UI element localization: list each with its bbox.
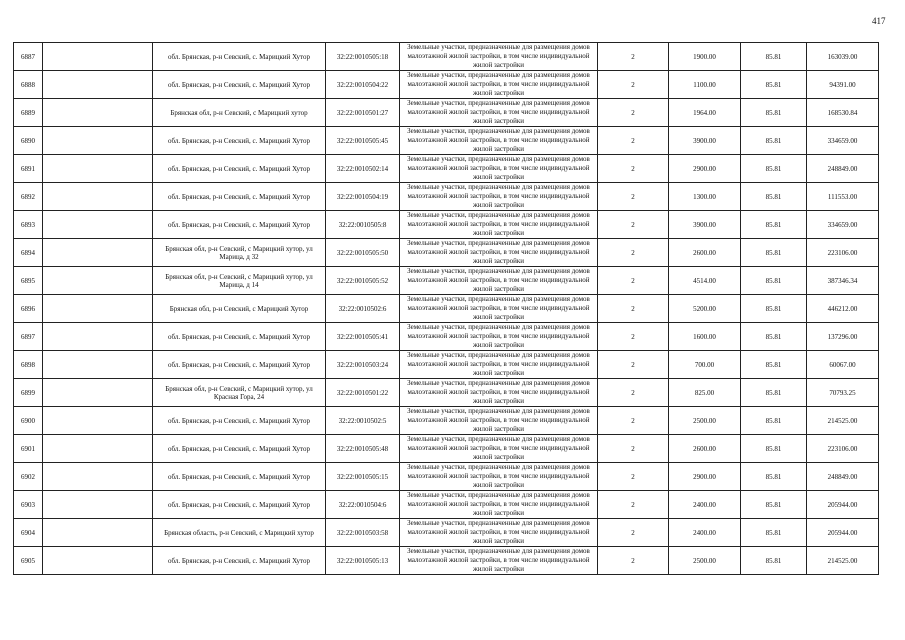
address-cell: Брянская обл, р-н Севский, с Марицкий хутор, ул Марица, д 32	[153, 239, 326, 267]
area-cell: 2600.00	[669, 435, 741, 463]
permitted-use-cell: Земельные участки, предназначенные для размещения домов малоэтажной жилой застройки, в том числе индивидуальной жилой застройки	[400, 463, 598, 491]
row-number-cell: 6893	[14, 211, 43, 239]
table-row	[14, 99, 879, 127]
empty-cell	[43, 43, 153, 71]
cadastral-number-cell: 32:22:0010501:27	[326, 99, 400, 127]
cadastral-value-cell: 223106.00	[807, 435, 879, 463]
empty-cell	[43, 155, 153, 183]
specific-value-cell: 85.81	[741, 43, 807, 71]
cadastral-number-cell: 32:22:0010505:13	[326, 547, 400, 575]
category-code-cell: 2	[598, 211, 669, 239]
address-cell: обл. Брянская, р-н Севский, с. Марицкий Хутор	[153, 211, 326, 239]
cadastral-value-cell: 163039.00	[807, 43, 879, 71]
cadastral-number-cell: 32:22:0010501:22	[326, 379, 400, 407]
cadastral-value-cell: 111553.00	[807, 183, 879, 211]
table-row	[14, 547, 879, 575]
table-row	[14, 267, 879, 295]
table-row	[14, 435, 879, 463]
empty-cell	[43, 211, 153, 239]
area-cell: 1100.00	[669, 71, 741, 99]
cadastral-value-cell: 168530.84	[807, 99, 879, 127]
category-code-cell: 2	[598, 547, 669, 575]
cadastral-number-cell: 32:22:0010505:52	[326, 267, 400, 295]
cadastral-number-cell: 32:22:0010504:19	[326, 183, 400, 211]
cadastral-value-cell: 70793.25	[807, 379, 879, 407]
address-cell: Брянская обл, р-н Севский, с Марицкий Хутор	[153, 295, 326, 323]
table-row	[14, 491, 879, 519]
area-cell: 1600.00	[669, 323, 741, 351]
category-code-cell: 2	[598, 239, 669, 267]
specific-value-cell: 85.81	[741, 239, 807, 267]
cadastral-value-cell: 334659.00	[807, 127, 879, 155]
area-cell: 1900.00	[669, 43, 741, 71]
category-code-cell: 2	[598, 99, 669, 127]
address-cell: Брянская обл, р-н Севский, с Марицкий хутор	[153, 99, 326, 127]
empty-cell	[43, 71, 153, 99]
cadastral-value-cell: 205944.00	[807, 491, 879, 519]
cadastral-value-cell: 223106.00	[807, 239, 879, 267]
row-number-cell: 6902	[14, 463, 43, 491]
row-number-cell: 6894	[14, 239, 43, 267]
empty-cell	[43, 323, 153, 351]
row-number-cell: 6900	[14, 407, 43, 435]
category-code-cell: 2	[598, 351, 669, 379]
cadastral-value-cell: 205944.00	[807, 519, 879, 547]
empty-cell	[43, 435, 153, 463]
row-number-cell: 6904	[14, 519, 43, 547]
permitted-use-cell: Земельные участки, предназначенные для размещения домов малоэтажной жилой застройки, в том числе индивидуальной жилой застройки	[400, 407, 598, 435]
category-code-cell: 2	[598, 323, 669, 351]
category-code-cell: 2	[598, 43, 669, 71]
permitted-use-cell: Земельные участки, предназначенные для размещения домов малоэтажной жилой застройки, в том числе индивидуальной жилой застройки	[400, 155, 598, 183]
cadastral-number-cell: 32:22:0010502:6	[326, 295, 400, 323]
area-cell: 2600.00	[669, 239, 741, 267]
empty-cell	[43, 407, 153, 435]
cadastral-value-cell: 334659.00	[807, 211, 879, 239]
table-row	[14, 295, 879, 323]
category-code-cell: 2	[598, 155, 669, 183]
table-row	[14, 463, 879, 491]
address-cell: Брянская обл, р-н Севский, с Марицкий хутор, ул Красная Гора, 24	[153, 379, 326, 407]
empty-cell	[43, 99, 153, 127]
permitted-use-cell: Земельные участки, предназначенные для размещения домов малоэтажной жилой застройки, в том числе индивидуальной жилой застройки	[400, 267, 598, 295]
empty-cell	[43, 547, 153, 575]
category-code-cell: 2	[598, 463, 669, 491]
area-cell: 1300.00	[669, 183, 741, 211]
permitted-use-cell: Земельные участки, предназначенные для размещения домов малоэтажной жилой застройки, в том числе индивидуальной жилой застройки	[400, 295, 598, 323]
specific-value-cell: 85.81	[741, 463, 807, 491]
permitted-use-cell: Земельные участки, предназначенные для размещения домов малоэтажной жилой застройки, в том числе индивидуальной жилой застройки	[400, 127, 598, 155]
empty-cell	[43, 127, 153, 155]
cadastral-number-cell: 32:22:0010503:58	[326, 519, 400, 547]
table-body	[14, 43, 879, 575]
area-cell: 1964.00	[669, 99, 741, 127]
address-cell: обл. Брянская, р-н Севский, с. Марицкий Хутор	[153, 183, 326, 211]
empty-cell	[43, 519, 153, 547]
specific-value-cell: 85.81	[741, 547, 807, 575]
empty-cell	[43, 463, 153, 491]
row-number-cell: 6897	[14, 323, 43, 351]
table-row	[14, 407, 879, 435]
address-cell: обл. Брянская, р-н Севский, с. Марицкий Хутор	[153, 71, 326, 99]
cadastral-value-cell: 137296.00	[807, 323, 879, 351]
address-cell: обл. Брянская, р-н Севский, с. Марицкий Хутор	[153, 127, 326, 155]
cadastral-number-cell: 32:22:0010502:14	[326, 155, 400, 183]
category-code-cell: 2	[598, 127, 669, 155]
address-cell: обл. Брянская, р-н Севский, с. Марицкий Хутор	[153, 351, 326, 379]
row-number-cell: 6901	[14, 435, 43, 463]
empty-cell	[43, 379, 153, 407]
address-cell: обл. Брянская, р-н Севский, с. Марицкий Хутор	[153, 547, 326, 575]
cadastral-number-cell: 32:22:0010503:24	[326, 351, 400, 379]
area-cell: 3900.00	[669, 127, 741, 155]
permitted-use-cell: Земельные участки, предназначенные для размещения домов малоэтажной жилой застройки, в том числе индивидуальной жилой застройки	[400, 43, 598, 71]
address-cell: Брянская область, р-н Севский, с Марицкий хутор	[153, 519, 326, 547]
area-cell: 4514.00	[669, 267, 741, 295]
specific-value-cell: 85.81	[741, 351, 807, 379]
row-number-cell: 6905	[14, 547, 43, 575]
table-row	[14, 519, 879, 547]
permitted-use-cell: Земельные участки, предназначенные для размещения домов малоэтажной жилой застройки, в том числе индивидуальной жилой застройки	[400, 323, 598, 351]
specific-value-cell: 85.81	[741, 71, 807, 99]
category-code-cell: 2	[598, 407, 669, 435]
row-number-cell: 6899	[14, 379, 43, 407]
cadastral-value-cell: 214525.00	[807, 407, 879, 435]
permitted-use-cell: Земельные участки, предназначенные для размещения домов малоэтажной жилой застройки, в том числе индивидуальной жилой застройки	[400, 547, 598, 575]
specific-value-cell: 85.81	[741, 295, 807, 323]
empty-cell	[43, 491, 153, 519]
row-number-cell: 6892	[14, 183, 43, 211]
specific-value-cell: 85.81	[741, 211, 807, 239]
empty-cell	[43, 183, 153, 211]
permitted-use-cell: Земельные участки, предназначенные для размещения домов малоэтажной жилой застройки, в том числе индивидуальной жилой застройки	[400, 71, 598, 99]
permitted-use-cell: Земельные участки, предназначенные для размещения домов малоэтажной жилой застройки, в том числе индивидуальной жилой застройки	[400, 519, 598, 547]
table-row	[14, 323, 879, 351]
cadastral-number-cell: 32:22:0010505:15	[326, 463, 400, 491]
area-cell: 2400.00	[669, 491, 741, 519]
table-row	[14, 351, 879, 379]
cadastral-number-cell: 32:22:0010505:41	[326, 323, 400, 351]
cadastral-number-cell: 32:22:0010505:50	[326, 239, 400, 267]
address-cell: обл. Брянская, р-н Севский, с. Марицкий Хутор	[153, 491, 326, 519]
row-number-cell: 6891	[14, 155, 43, 183]
row-number-cell: 6896	[14, 295, 43, 323]
cadastral-number-cell: 32:22:0010504:22	[326, 71, 400, 99]
area-cell: 3900.00	[669, 211, 741, 239]
area-cell: 2900.00	[669, 463, 741, 491]
specific-value-cell: 85.81	[741, 491, 807, 519]
row-number-cell: 6903	[14, 491, 43, 519]
area-cell: 2500.00	[669, 407, 741, 435]
address-cell: обл. Брянская, р-н Севский, с. Марицкий Хутор	[153, 43, 326, 71]
row-number-cell: 6887	[14, 43, 43, 71]
cadastral-value-cell: 94391.00	[807, 71, 879, 99]
table-row	[14, 127, 879, 155]
cadastral-value-cell: 214525.00	[807, 547, 879, 575]
table-row	[14, 211, 879, 239]
row-number-cell: 6895	[14, 267, 43, 295]
specific-value-cell: 85.81	[741, 379, 807, 407]
category-code-cell: 2	[598, 491, 669, 519]
cadastral-number-cell: 32:22:0010504:6	[326, 491, 400, 519]
address-cell: обл. Брянская, р-н Севский, с. Марицкий Хутор	[153, 323, 326, 351]
cadastral-value-cell: 248849.00	[807, 463, 879, 491]
specific-value-cell: 85.81	[741, 407, 807, 435]
row-number-cell: 6888	[14, 71, 43, 99]
specific-value-cell: 85.81	[741, 155, 807, 183]
area-cell: 700.00	[669, 351, 741, 379]
address-cell: обл. Брянская, р-н Севский, с. Марицкий Хутор	[153, 463, 326, 491]
table-row	[14, 71, 879, 99]
category-code-cell: 2	[598, 519, 669, 547]
empty-cell	[43, 267, 153, 295]
cadastral-number-cell: 32:22:0010505:48	[326, 435, 400, 463]
address-cell: обл. Брянская, р-н Севский, с. Марицкий Хутор	[153, 435, 326, 463]
permitted-use-cell: Земельные участки, предназначенные для размещения домов малоэтажной жилой застройки, в том числе индивидуальной жилой застройки	[400, 491, 598, 519]
area-cell: 2400.00	[669, 519, 741, 547]
area-cell: 2900.00	[669, 155, 741, 183]
empty-cell	[43, 351, 153, 379]
page-number: 417	[872, 16, 886, 26]
permitted-use-cell: Земельные участки, предназначенные для размещения домов малоэтажной жилой застройки, в том числе индивидуальной жилой застройки	[400, 351, 598, 379]
area-cell: 2500.00	[669, 547, 741, 575]
area-cell: 5200.00	[669, 295, 741, 323]
row-number-cell: 6890	[14, 127, 43, 155]
cadastral-number-cell: 32:22:0010502:5	[326, 407, 400, 435]
category-code-cell: 2	[598, 295, 669, 323]
permitted-use-cell: Земельные участки, предназначенные для размещения домов малоэтажной жилой застройки, в том числе индивидуальной жилой застройки	[400, 99, 598, 127]
permitted-use-cell: Земельные участки, предназначенные для размещения домов малоэтажной жилой застройки, в том числе индивидуальной жилой застройки	[400, 239, 598, 267]
empty-cell	[43, 239, 153, 267]
cadastral-value-cell: 387346.34	[807, 267, 879, 295]
category-code-cell: 2	[598, 379, 669, 407]
row-number-cell: 6898	[14, 351, 43, 379]
cadastral-value-table	[13, 42, 879, 575]
specific-value-cell: 85.81	[741, 435, 807, 463]
permitted-use-cell: Земельные участки, предназначенные для размещения домов малоэтажной жилой застройки, в том числе индивидуальной жилой застройки	[400, 379, 598, 407]
cadastral-value-cell: 60067.00	[807, 351, 879, 379]
cadastral-number-cell: 32:22:0010505:8	[326, 211, 400, 239]
specific-value-cell: 85.81	[741, 267, 807, 295]
cadastral-value-cell: 248849.00	[807, 155, 879, 183]
area-cell: 825.00	[669, 379, 741, 407]
table-row	[14, 239, 879, 267]
specific-value-cell: 85.81	[741, 183, 807, 211]
cadastral-number-cell: 32:22:0010505:45	[326, 127, 400, 155]
specific-value-cell: 85.81	[741, 99, 807, 127]
category-code-cell: 2	[598, 435, 669, 463]
category-code-cell: 2	[598, 183, 669, 211]
row-number-cell: 6889	[14, 99, 43, 127]
table-row	[14, 155, 879, 183]
address-cell: обл. Брянская, р-н Севский, с. Марицкий Хутор	[153, 155, 326, 183]
address-cell: Брянская обл, р-н Севский, с Марицкий хутор, ул Марица, д 14	[153, 267, 326, 295]
permitted-use-cell: Земельные участки, предназначенные для размещения домов малоэтажной жилой застройки, в том числе индивидуальной жилой застройки	[400, 211, 598, 239]
permitted-use-cell: Земельные участки, предназначенные для размещения домов малоэтажной жилой застройки, в том числе индивидуальной жилой застройки	[400, 183, 598, 211]
table-row	[14, 183, 879, 211]
specific-value-cell: 85.81	[741, 323, 807, 351]
cadastral-number-cell: 32:22:0010505:18	[326, 43, 400, 71]
address-cell: обл. Брянская, р-н Севский, с. Марицкий Хутор	[153, 407, 326, 435]
empty-cell	[43, 295, 153, 323]
permitted-use-cell: Земельные участки, предназначенные для размещения домов малоэтажной жилой застройки, в том числе индивидуальной жилой застройки	[400, 435, 598, 463]
table-row	[14, 379, 879, 407]
category-code-cell: 2	[598, 267, 669, 295]
specific-value-cell: 85.81	[741, 127, 807, 155]
table-row	[14, 43, 879, 71]
specific-value-cell: 85.81	[741, 519, 807, 547]
cadastral-value-cell: 446212.00	[807, 295, 879, 323]
category-code-cell: 2	[598, 71, 669, 99]
